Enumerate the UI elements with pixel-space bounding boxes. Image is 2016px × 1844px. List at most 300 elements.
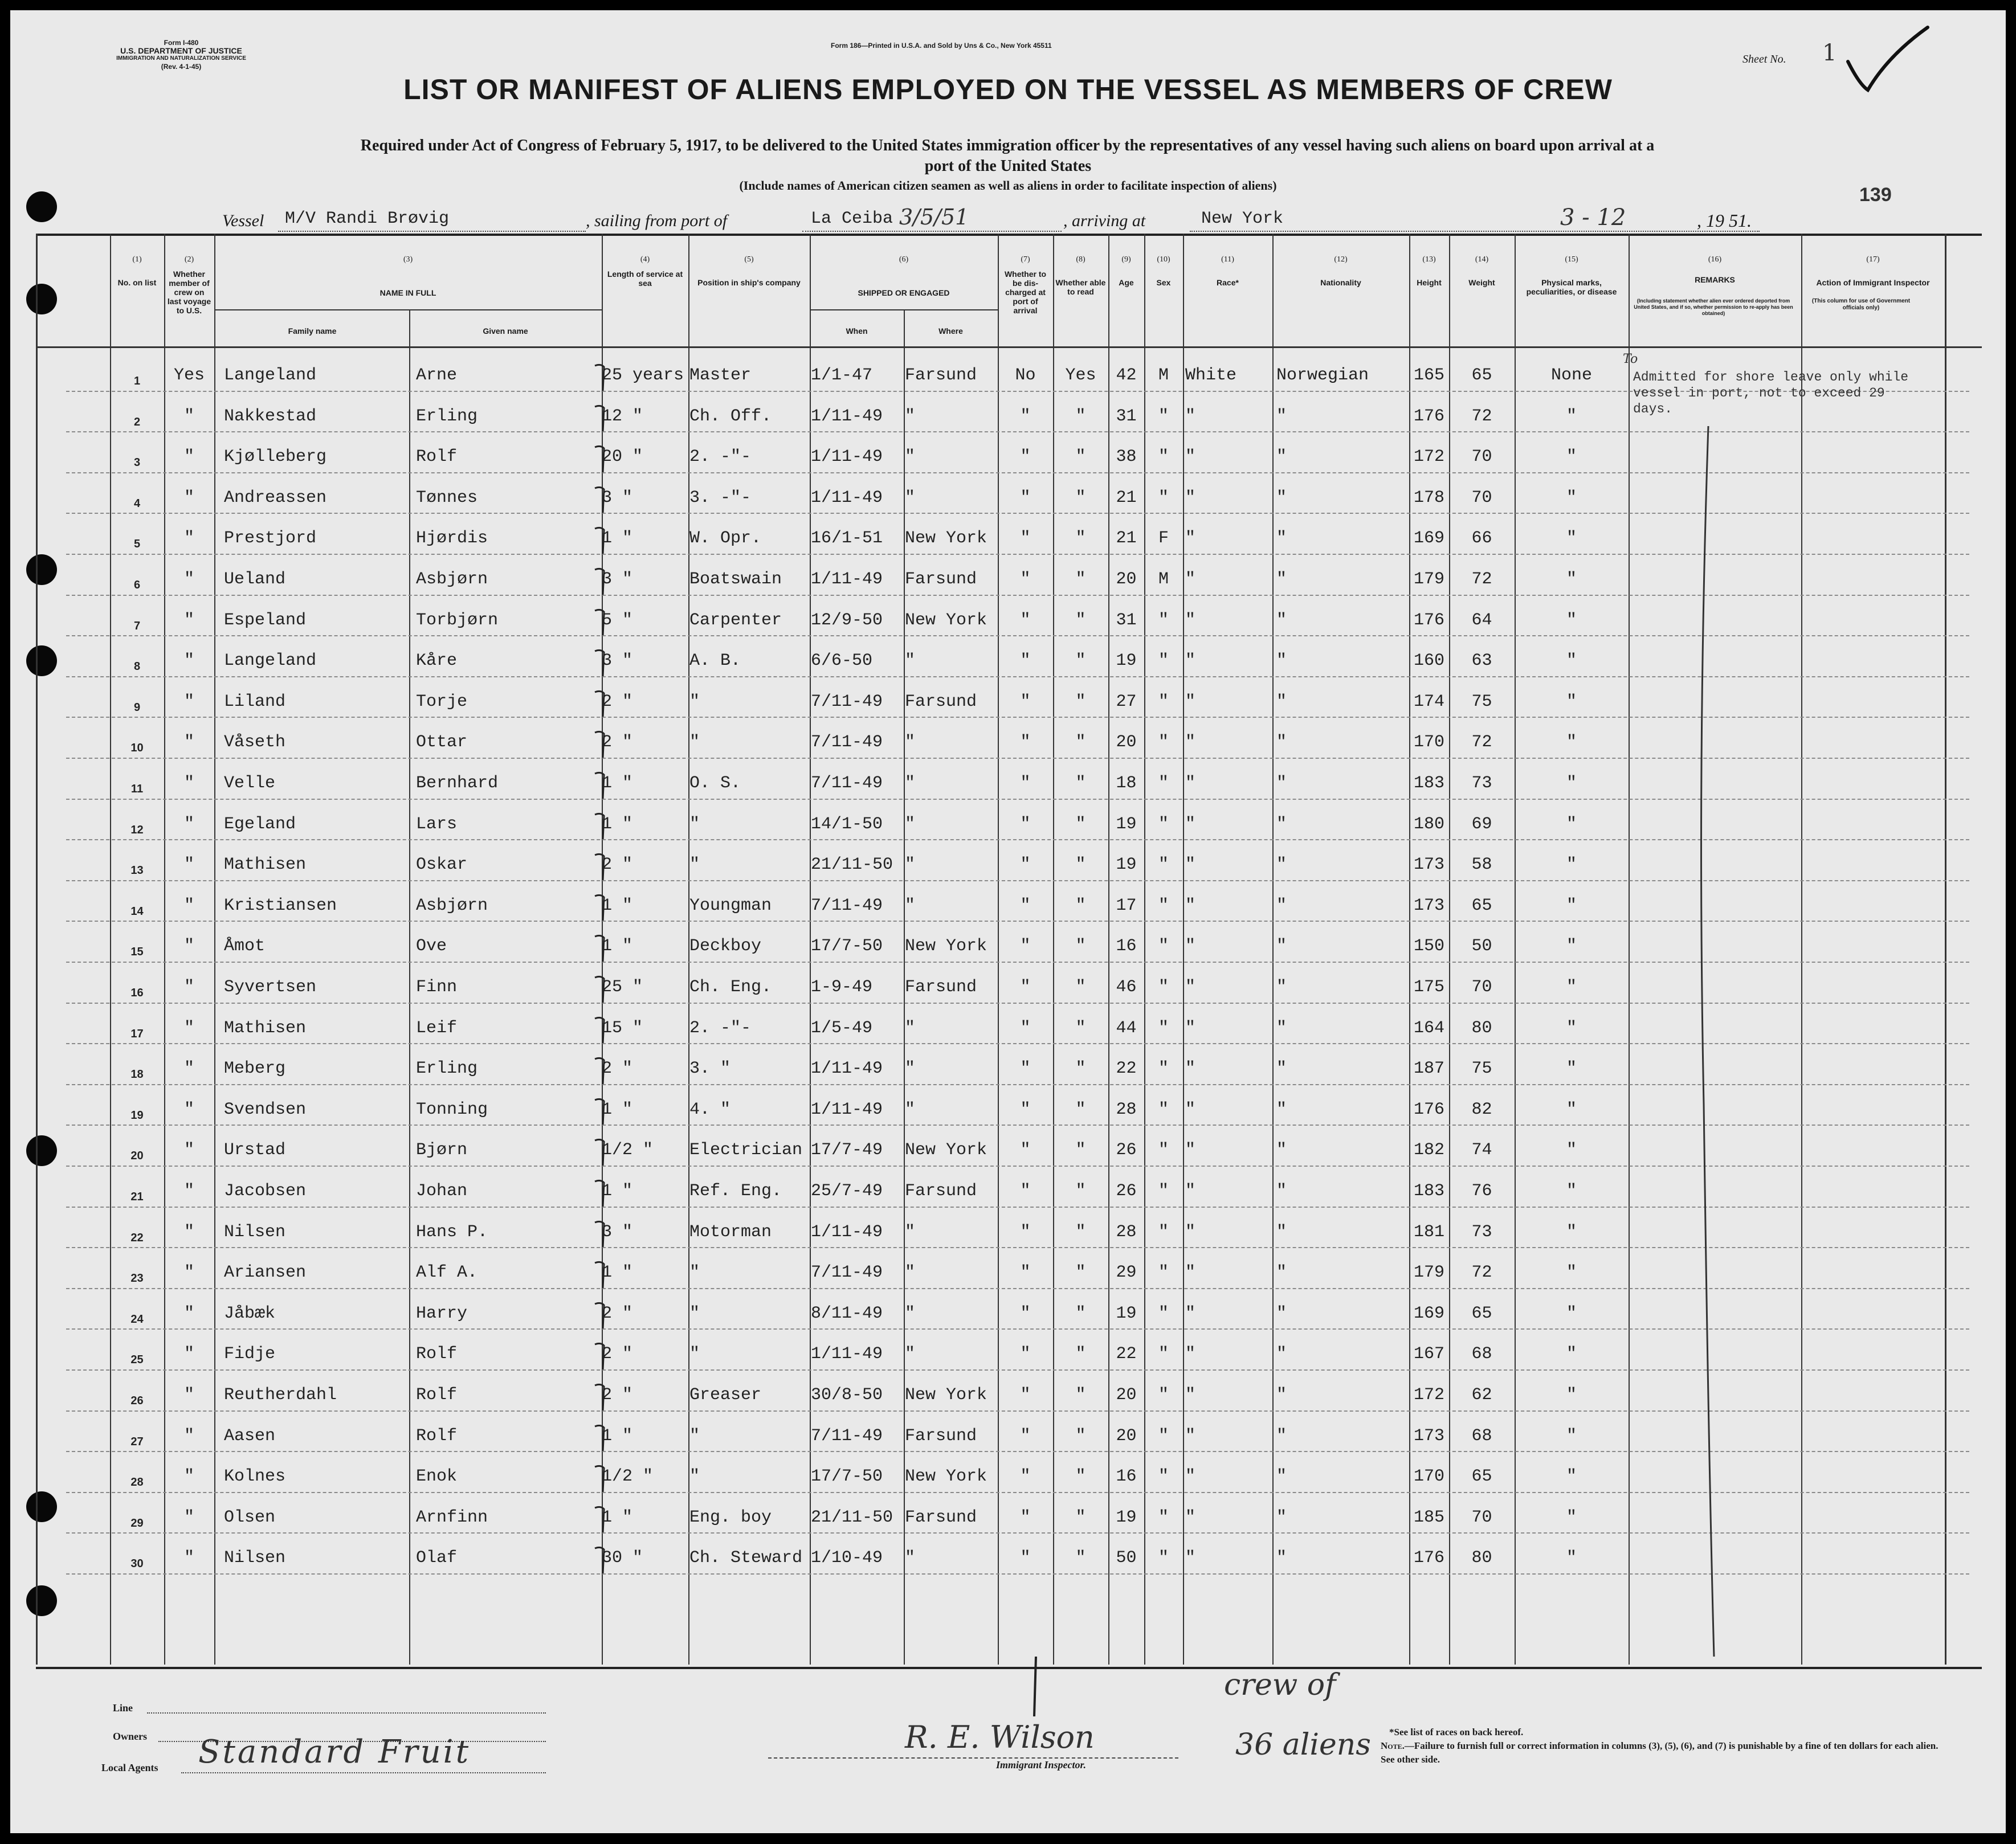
race: " bbox=[1185, 1099, 1196, 1119]
nationality: " bbox=[1276, 1385, 1287, 1405]
sex: " bbox=[1158, 1140, 1169, 1160]
height: 176 bbox=[1413, 406, 1444, 426]
race: " bbox=[1185, 1059, 1196, 1079]
nationality: " bbox=[1276, 692, 1287, 712]
age: 21 bbox=[1116, 529, 1137, 549]
age: 44 bbox=[1116, 1018, 1137, 1038]
nationality: " bbox=[1276, 1548, 1287, 1568]
races-note: *See list of races on back hereof. bbox=[1389, 1727, 1524, 1737]
arrival-year: , 19 51. bbox=[1697, 210, 1752, 231]
able-to-read: " bbox=[1075, 855, 1086, 875]
given-name: Rolf bbox=[416, 1426, 458, 1446]
physical-marks: " bbox=[1566, 1344, 1577, 1364]
row-number: 23 bbox=[130, 1272, 144, 1285]
column-number: (15) bbox=[1565, 255, 1578, 264]
length-of-service: 1 " bbox=[602, 1263, 633, 1283]
weight: 73 bbox=[1471, 1222, 1492, 1242]
able-to-read: " bbox=[1075, 1099, 1086, 1119]
nationality: " bbox=[1276, 1099, 1287, 1119]
family-name: Aasen bbox=[224, 1426, 276, 1446]
able-to-read: " bbox=[1075, 1385, 1086, 1405]
height: 172 bbox=[1413, 1385, 1444, 1405]
row-number: 6 bbox=[133, 579, 141, 591]
nationality: " bbox=[1276, 814, 1287, 834]
shipped-when: 7/11-49 bbox=[811, 1426, 883, 1446]
family-name: Liland bbox=[224, 692, 286, 712]
able-to-read: " bbox=[1075, 814, 1086, 834]
discharge: " bbox=[1020, 1426, 1031, 1446]
discharge: " bbox=[1020, 488, 1031, 508]
row-divider bbox=[66, 1532, 1969, 1534]
previous-voyage: " bbox=[183, 1426, 194, 1446]
column-number: (17) bbox=[1866, 255, 1880, 264]
position: Motorman bbox=[689, 1222, 772, 1242]
discharge: " bbox=[1020, 447, 1031, 467]
column-number: (8) bbox=[1076, 255, 1085, 264]
length-of-service: 1 " bbox=[602, 814, 633, 834]
able-to-read: " bbox=[1075, 978, 1086, 997]
weight: 72 bbox=[1471, 733, 1492, 753]
discharge: " bbox=[1020, 1181, 1031, 1201]
row-divider bbox=[66, 1207, 1969, 1208]
nationality: " bbox=[1276, 529, 1287, 549]
nationality: " bbox=[1276, 1263, 1287, 1283]
nationality: " bbox=[1276, 610, 1287, 630]
action-note: (This column for use of Government officials only) bbox=[1811, 298, 1911, 311]
column-number: (3) bbox=[403, 255, 413, 264]
race: " bbox=[1185, 570, 1196, 589]
row-number: 15 bbox=[130, 946, 144, 959]
previous-voyage: " bbox=[183, 1222, 194, 1242]
sex: " bbox=[1158, 733, 1169, 753]
discharge: " bbox=[1020, 529, 1031, 549]
given-name: Hjørdis bbox=[416, 529, 488, 549]
shipped-where: " bbox=[905, 814, 916, 834]
shipped-where: " bbox=[905, 1263, 916, 1283]
given-name: Ove bbox=[416, 937, 447, 956]
row-number: 2 bbox=[133, 415, 141, 428]
row-number: 19 bbox=[130, 1109, 144, 1122]
row-divider bbox=[66, 1410, 1969, 1412]
physical-marks: " bbox=[1566, 1426, 1577, 1446]
sailing-port: La Ceiba bbox=[811, 209, 893, 228]
tally-mark-icon bbox=[593, 686, 615, 721]
able-to-read: " bbox=[1075, 1507, 1086, 1527]
able-to-read: " bbox=[1075, 1303, 1086, 1323]
position: " bbox=[689, 1426, 700, 1446]
weight: 74 bbox=[1471, 1140, 1492, 1160]
position: " bbox=[689, 1263, 700, 1283]
race: " bbox=[1185, 692, 1196, 712]
shipped-when: 17/7-50 bbox=[811, 1467, 883, 1487]
shipped-where: Farsund bbox=[905, 1507, 977, 1527]
shipped-when: 21/11-50 bbox=[811, 1507, 893, 1527]
row-divider bbox=[66, 758, 1969, 759]
length-of-service: 3 " bbox=[602, 651, 633, 671]
header-rule-left bbox=[36, 346, 110, 348]
race: " bbox=[1185, 896, 1196, 915]
given-name: Leif bbox=[416, 1018, 458, 1038]
discharge: " bbox=[1020, 896, 1031, 915]
race: " bbox=[1185, 1181, 1196, 1201]
nationality: " bbox=[1276, 570, 1287, 589]
height: 164 bbox=[1413, 1018, 1444, 1038]
nationality: " bbox=[1276, 1059, 1287, 1079]
row-number: 7 bbox=[133, 619, 141, 632]
weight: 70 bbox=[1471, 488, 1492, 508]
given-name: Rolf bbox=[416, 1385, 458, 1405]
length-of-service: 2 " bbox=[602, 692, 633, 712]
row-divider bbox=[66, 1328, 1969, 1330]
family-name: Espeland bbox=[224, 610, 307, 630]
nationality: " bbox=[1276, 1140, 1287, 1160]
shipped-when: 1/5-49 bbox=[811, 1018, 873, 1038]
discharge: " bbox=[1020, 1344, 1031, 1364]
given-name: Lars bbox=[416, 814, 458, 834]
race: " bbox=[1185, 733, 1196, 753]
sheet-label: Sheet No. bbox=[1742, 53, 1786, 66]
sex: " bbox=[1158, 1344, 1169, 1364]
column-number: (4) bbox=[640, 255, 650, 264]
length-of-service: 1 " bbox=[602, 937, 633, 956]
physical-marks: " bbox=[1566, 651, 1577, 671]
length-of-service: 2 " bbox=[602, 1303, 633, 1323]
position: W. Opr. bbox=[689, 529, 762, 549]
header-bottom-rule bbox=[110, 346, 1982, 348]
position: Eng. boy bbox=[689, 1507, 772, 1527]
inspector-label: Immigrant Inspector. bbox=[996, 1759, 1087, 1771]
family-name: Andreassen bbox=[224, 488, 327, 508]
position: Deckboy bbox=[689, 937, 762, 956]
row-number: 21 bbox=[130, 1191, 144, 1203]
shipped-where: " bbox=[905, 1548, 916, 1568]
length-of-service: 3 " bbox=[602, 488, 633, 508]
nationality: " bbox=[1276, 774, 1287, 793]
age: 18 bbox=[1116, 774, 1137, 793]
length-of-service: 2 " bbox=[602, 733, 633, 753]
previous-voyage: " bbox=[183, 1099, 194, 1119]
weight: 72 bbox=[1471, 406, 1492, 426]
row-divider bbox=[66, 676, 1969, 677]
sex: " bbox=[1158, 1467, 1169, 1487]
row-divider bbox=[66, 1247, 1969, 1248]
shipped-when: 1/11-49 bbox=[811, 1099, 883, 1119]
column-header: SHIPPED OR ENGAGED bbox=[858, 288, 950, 297]
weight: 80 bbox=[1471, 1018, 1492, 1038]
height: 169 bbox=[1413, 529, 1444, 549]
position: Ch. Eng. bbox=[689, 978, 772, 997]
shipped-when: 14/1-50 bbox=[811, 814, 883, 834]
column-header: Length of service at sea bbox=[607, 269, 683, 288]
signature-stroke bbox=[1027, 1654, 1044, 1722]
race: " bbox=[1185, 651, 1196, 671]
tally-mark-icon bbox=[593, 360, 615, 394]
tally-mark-icon bbox=[593, 1543, 615, 1577]
family-name: Prestjord bbox=[224, 529, 317, 549]
column-header: Height bbox=[1417, 278, 1442, 287]
column-header: REMARKS bbox=[1695, 275, 1735, 284]
length-of-service: 3 " bbox=[602, 570, 633, 589]
age: 22 bbox=[1116, 1344, 1137, 1364]
sex: " bbox=[1158, 1263, 1169, 1283]
line-label: Line bbox=[113, 1702, 133, 1714]
length-of-service: 1 " bbox=[602, 1099, 633, 1119]
previous-voyage: " bbox=[183, 406, 194, 426]
race: " bbox=[1185, 1018, 1196, 1038]
given-name-header: Given name bbox=[483, 326, 528, 336]
sex: " bbox=[1158, 1018, 1169, 1038]
shipped-where: Farsund bbox=[905, 1181, 977, 1201]
family-name: Jacobsen bbox=[224, 1181, 307, 1201]
row-divider bbox=[66, 1166, 1969, 1167]
sailing-date: 3/5/51 bbox=[899, 205, 969, 230]
discharge: " bbox=[1020, 1059, 1031, 1079]
physical-marks: " bbox=[1566, 529, 1577, 549]
previous-voyage: " bbox=[183, 733, 194, 753]
given-name: Alf A. bbox=[416, 1263, 478, 1283]
weight: 75 bbox=[1471, 1059, 1492, 1079]
length-of-service: 3 " bbox=[602, 1222, 633, 1242]
shipped-when: 7/11-49 bbox=[811, 774, 883, 793]
family-name: Langeland bbox=[224, 651, 317, 671]
row-divider bbox=[66, 921, 1969, 922]
row-number: 28 bbox=[130, 1476, 144, 1489]
age: 29 bbox=[1116, 1263, 1137, 1283]
weight: 76 bbox=[1471, 1181, 1492, 1201]
row-divider bbox=[66, 1043, 1969, 1044]
row-number: 29 bbox=[130, 1516, 144, 1530]
position: " bbox=[689, 692, 700, 712]
weight: 68 bbox=[1471, 1426, 1492, 1446]
position: Greaser bbox=[689, 1385, 762, 1405]
column-header: Age bbox=[1119, 278, 1134, 287]
column-number: (5) bbox=[744, 255, 754, 264]
previous-voyage: " bbox=[183, 1140, 194, 1160]
revision: (Rev. 4-1-45) bbox=[161, 63, 202, 71]
nationality: " bbox=[1276, 1222, 1287, 1242]
height: 173 bbox=[1413, 896, 1444, 915]
manifest-sheet bbox=[10, 10, 2006, 1833]
shipped-when: 16/1-51 bbox=[811, 529, 883, 549]
length-of-service: 1 " bbox=[602, 896, 633, 915]
column-number: (11) bbox=[1221, 255, 1234, 264]
race: " bbox=[1185, 1263, 1196, 1283]
row-number: 4 bbox=[133, 497, 141, 510]
legal-note bbox=[1381, 1739, 1950, 1767]
family-name: Kjølleberg bbox=[224, 447, 327, 467]
length-of-service: 25 " bbox=[602, 978, 643, 997]
weight: 73 bbox=[1471, 774, 1492, 793]
physical-marks: " bbox=[1566, 447, 1577, 467]
family-name: Mathisen bbox=[224, 1018, 307, 1038]
discharge: " bbox=[1020, 1548, 1031, 1568]
shipped-where: New York bbox=[905, 1140, 987, 1160]
length-of-service: 30 " bbox=[602, 1548, 643, 1568]
physical-marks: " bbox=[1566, 896, 1577, 915]
discharge: " bbox=[1020, 814, 1031, 834]
row-divider bbox=[66, 880, 1969, 881]
given-name: Tønnes bbox=[416, 488, 478, 508]
family-name-header: Family name bbox=[288, 326, 337, 336]
height: 179 bbox=[1413, 1263, 1444, 1283]
given-name: Ottar bbox=[416, 733, 468, 753]
tally-mark-icon bbox=[593, 1013, 615, 1047]
given-name: Kåre bbox=[416, 651, 458, 671]
weight: 70 bbox=[1471, 447, 1492, 467]
position: Electrician bbox=[689, 1140, 803, 1160]
physical-marks: " bbox=[1566, 1263, 1577, 1283]
shipped-where: " bbox=[905, 855, 916, 875]
column-number: (2) bbox=[184, 255, 194, 264]
age: 20 bbox=[1116, 570, 1137, 589]
age: 28 bbox=[1116, 1222, 1137, 1242]
shipped-when: 17/7-50 bbox=[811, 937, 883, 956]
able-to-read: " bbox=[1075, 1426, 1086, 1446]
family-name: Urstad bbox=[224, 1140, 286, 1160]
shipped-when: 30/8-50 bbox=[811, 1385, 883, 1405]
row-number: 13 bbox=[130, 864, 144, 877]
discharge: " bbox=[1020, 610, 1031, 630]
where-header: Where bbox=[938, 326, 963, 336]
discharge: " bbox=[1020, 692, 1031, 712]
previous-voyage: Yes bbox=[173, 366, 205, 385]
given-name: Asbjørn bbox=[416, 896, 488, 915]
position: Ref. Eng. bbox=[689, 1181, 782, 1201]
previous-voyage: " bbox=[183, 610, 194, 630]
height: 182 bbox=[1413, 1140, 1444, 1160]
physical-marks: " bbox=[1566, 1181, 1577, 1201]
physical-marks: " bbox=[1566, 937, 1577, 956]
family-name: Jåbæk bbox=[224, 1303, 276, 1323]
column-number: (7) bbox=[1021, 255, 1030, 264]
physical-marks: " bbox=[1566, 978, 1577, 997]
able-to-read: " bbox=[1075, 570, 1086, 589]
length-of-service: 1 " bbox=[602, 1426, 633, 1446]
previous-voyage: " bbox=[183, 570, 194, 589]
race: " bbox=[1185, 1303, 1196, 1323]
service: IMMIGRATION AND NATURALIZATION SERVICE bbox=[116, 55, 246, 62]
length-of-service: 2 " bbox=[602, 855, 633, 875]
position: Youngman bbox=[689, 896, 772, 915]
nationality: " bbox=[1276, 488, 1287, 508]
shipped-where: " bbox=[905, 406, 916, 426]
discharge: " bbox=[1020, 651, 1031, 671]
arriving-label: , arriving at bbox=[1063, 211, 1146, 230]
previous-voyage: " bbox=[183, 814, 194, 834]
height: 175 bbox=[1413, 978, 1444, 997]
race: " bbox=[1185, 1344, 1196, 1364]
shipped-where: " bbox=[905, 1099, 916, 1119]
sex: M bbox=[1158, 366, 1169, 385]
nationality: " bbox=[1276, 978, 1287, 997]
when-header: When bbox=[846, 326, 868, 336]
shipped-when: 12/9-50 bbox=[811, 610, 883, 630]
given-name: Arnfinn bbox=[416, 1507, 488, 1527]
discharge: " bbox=[1020, 733, 1031, 753]
row-divider bbox=[66, 1451, 1969, 1452]
sex: " bbox=[1158, 1426, 1169, 1446]
family-name: Fidje bbox=[224, 1344, 276, 1364]
owners-label: Owners bbox=[113, 1731, 147, 1742]
shipped-where: Farsund bbox=[905, 1426, 977, 1446]
nationality: " bbox=[1276, 855, 1287, 875]
height: 185 bbox=[1413, 1507, 1444, 1527]
physical-marks: " bbox=[1566, 692, 1577, 712]
sex: " bbox=[1158, 814, 1169, 834]
row-number: 30 bbox=[130, 1557, 144, 1571]
family-name: Nakkestad bbox=[224, 406, 317, 426]
shipped-where: " bbox=[905, 1344, 916, 1364]
age: 20 bbox=[1116, 733, 1137, 753]
position: 4. " bbox=[689, 1099, 731, 1119]
row-number: 26 bbox=[130, 1395, 144, 1407]
tally-mark-icon bbox=[593, 727, 615, 761]
row-divider bbox=[66, 1125, 1969, 1126]
previous-voyage: " bbox=[183, 855, 194, 875]
row-number: 5 bbox=[133, 538, 141, 551]
shipped-when: 1/11-49 bbox=[811, 1059, 883, 1079]
length-of-service: 1 " bbox=[602, 1507, 633, 1527]
position: O. S. bbox=[689, 774, 741, 793]
sex: " bbox=[1158, 1099, 1169, 1119]
column-header: Weight bbox=[1468, 278, 1495, 287]
weight: 50 bbox=[1471, 937, 1492, 956]
sex: " bbox=[1158, 855, 1169, 875]
position: Carpenter bbox=[689, 610, 782, 630]
weight: 66 bbox=[1471, 529, 1492, 549]
physical-marks: " bbox=[1566, 610, 1577, 630]
able-to-read: " bbox=[1075, 406, 1086, 426]
able-to-read: " bbox=[1075, 1263, 1086, 1283]
shipped-where: Farsund bbox=[905, 366, 977, 385]
weight: 82 bbox=[1471, 1099, 1492, 1119]
height: 167 bbox=[1413, 1344, 1444, 1364]
age: 26 bbox=[1116, 1140, 1137, 1160]
column-number: (14) bbox=[1475, 255, 1489, 264]
column-header: Action of Immigrant Inspector bbox=[1816, 278, 1930, 287]
position: A. B. bbox=[689, 651, 741, 671]
tally-mark-icon bbox=[593, 1461, 615, 1495]
vessel-name: M/V Randi Brøvig bbox=[285, 209, 450, 228]
row-divider bbox=[66, 1492, 1969, 1493]
weight: 80 bbox=[1471, 1548, 1492, 1568]
given-name: Harry bbox=[416, 1303, 468, 1323]
shipped-where: " bbox=[905, 1018, 916, 1038]
age: 19 bbox=[1116, 814, 1137, 834]
physical-marks: " bbox=[1566, 774, 1577, 793]
age: 17 bbox=[1116, 896, 1137, 915]
shipped-where: Farsund bbox=[905, 692, 977, 712]
length-of-service: 2 " bbox=[602, 1385, 633, 1405]
height: 172 bbox=[1413, 447, 1444, 467]
age: 21 bbox=[1116, 488, 1137, 508]
note-text: —Failure to furnish full or correct information in columns (3), (5), (6), and (7) is punishable by a fine of ten dollars for each alien. See other side. bbox=[1381, 1740, 1939, 1765]
age: 26 bbox=[1116, 1181, 1137, 1201]
race: White bbox=[1185, 366, 1237, 385]
height: 176 bbox=[1413, 1099, 1444, 1119]
family-name: Våseth bbox=[224, 733, 286, 753]
sex: " bbox=[1158, 1507, 1169, 1527]
race: " bbox=[1185, 937, 1196, 956]
race: " bbox=[1185, 855, 1196, 875]
sex: " bbox=[1158, 774, 1169, 793]
family-name: Kristiansen bbox=[224, 896, 337, 915]
able-to-read: " bbox=[1075, 937, 1086, 956]
discharge: " bbox=[1020, 406, 1031, 426]
tally-mark-icon bbox=[593, 483, 615, 517]
length-of-service: 1 " bbox=[602, 1181, 633, 1201]
previous-voyage: " bbox=[183, 937, 194, 956]
